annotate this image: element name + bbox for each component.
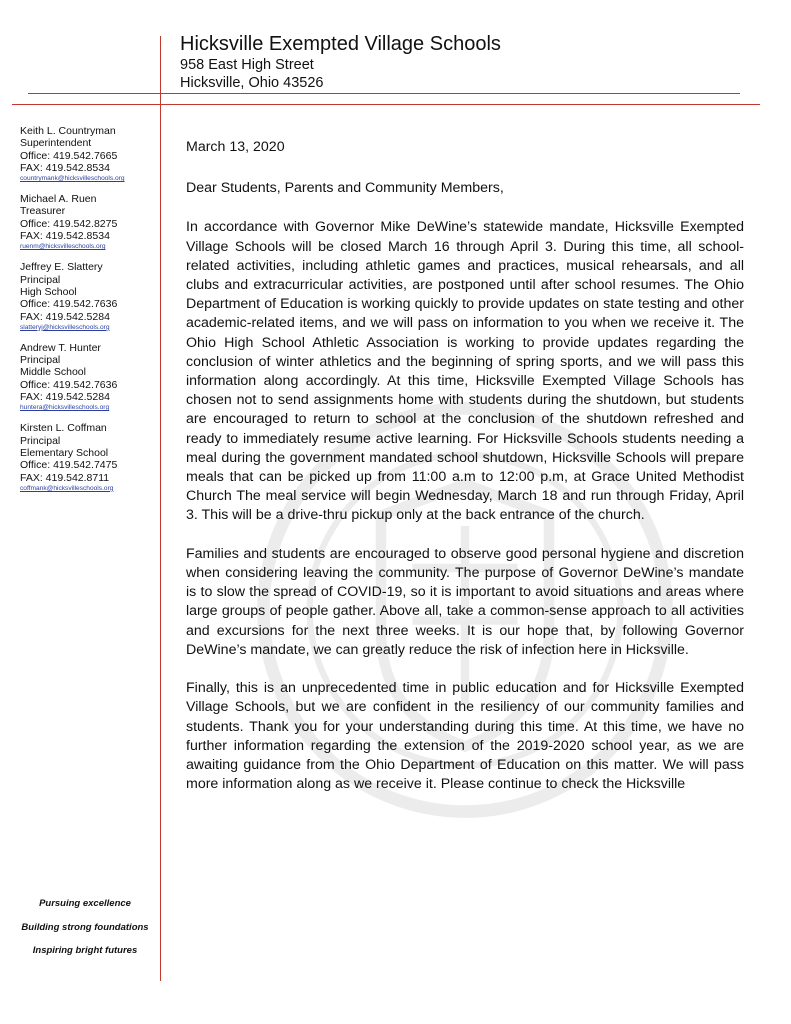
contact-office: Office: 419.542.7475 xyxy=(20,459,118,472)
contact-title: Principal xyxy=(20,273,61,286)
contact-email-link[interactable]: ruenm@hicksvilleschools.org xyxy=(20,243,106,251)
header-rule-top xyxy=(28,93,740,94)
contact-office: Office: 419.542.7665 xyxy=(20,149,118,162)
letter-paragraph: Families and students are encouraged to observe good personal hygiene and discretion when considering leaving the community. The purpose of Governor DeWine’s mandate is to slow the spread of COVID-19, so it is important to avoid situations and areas where large groups of people gather. Above all, take a common-sense approach to all activities and excursions for the next three weeks. It is our hope that, by following Governor DeWine’s mandate, we can greatly reduce the risk of infection here in Hicksville. xyxy=(186,545,744,658)
letter-date: March 13, 2020 xyxy=(186,139,285,155)
contact-fax: FAX: 419.542.8534 xyxy=(20,230,110,243)
contact-title: Principal xyxy=(20,354,61,367)
contact-name: Andrew T. Hunter xyxy=(20,341,101,354)
motto: Building strong foundations xyxy=(21,921,149,933)
address-line-1: 958 East High Street xyxy=(180,57,314,73)
contact-office: Office: 419.542.8275 xyxy=(20,217,118,230)
letterhead xyxy=(180,32,501,92)
contact-fax: FAX: 419.542.8534 xyxy=(20,161,110,174)
contact-superintendent xyxy=(20,125,155,183)
contact-name: Kirsten L. Coffman xyxy=(20,422,107,435)
letter-body xyxy=(186,138,744,814)
contact-name: Michael A. Ruen xyxy=(20,193,97,206)
contact-fax: FAX: 419.542.8711 xyxy=(20,471,110,484)
address-line-2: Hicksville, Ohio 43526 xyxy=(180,75,324,91)
school-name: Hicksville Exempted Village Schools xyxy=(180,33,501,55)
contact-title: Principal xyxy=(20,434,61,447)
contact-email-link[interactable]: huntera@hicksvilleschools.org xyxy=(20,404,110,412)
letter-paragraph: In accordance with Governor Mike DeWine’s statewide mandate, Hicksville Exempted Village Schools will be closed March 16 through April 3. During this time, all school-related activities, including athletic games and practices, musical rehearsals, and all clubs and extracurricular activities, are postponed until after school resumes. The Ohio Department of Education is working quickly to provide updates on state testing and other academic-related items, and we will pass on information to you when we receive it. The Ohio High School Athletic Association is working to provide updates regarding the conclusion of winter athletics and the beginning of spring sports, and we will pass this information along accordingly. At this time, Hicksville Exempted Village Schools has chosen not to send assignments home with students during the shutdown, but students are encouraged to return to school at the conclusion of the shutdown refreshed and ready to immediately resume active learning. For Hicksville Schools students needing a meal during the government mandated school shutdown, Hicksville Schools will prepare meals that can be picked up from 11:00 a.m to 12:00 p.m, at Grace United Methodist Church The meal service will begin Wednesday, March 18 and run through Friday, April 3. This will be a drive-thru pickup only at the back entrance of the church. xyxy=(186,219,744,524)
vertical-rule xyxy=(160,36,161,981)
contact-treasurer xyxy=(20,193,155,251)
contact-email-link[interactable]: countrymank@hicksvilleschools.org xyxy=(20,175,125,183)
contact-school: Middle School xyxy=(20,366,86,379)
contact-middle-school-principal xyxy=(20,342,155,412)
contact-name: Jeffrey E. Slattery xyxy=(20,261,103,274)
contact-fax: FAX: 419.542.5284 xyxy=(20,391,110,404)
contact-school: Elementary School xyxy=(20,446,109,459)
contact-title: Superintendent xyxy=(20,137,92,150)
motto: Pursuing excellence xyxy=(39,898,131,909)
contact-email-link[interactable]: slatteryj@hicksvilleschools.org xyxy=(20,323,110,331)
contact-high-school-principal xyxy=(20,261,155,331)
sidebar-contacts xyxy=(20,125,155,503)
contact-fax: FAX: 419.542.5284 xyxy=(20,310,110,323)
contact-office: Office: 419.542.7636 xyxy=(20,378,118,391)
contact-school: High School xyxy=(20,285,77,298)
motto: Inspiring bright futures xyxy=(32,945,138,956)
contact-name: Keith L. Countryman xyxy=(20,125,116,137)
contact-email-link[interactable]: coffmank@hicksvilleschools.org xyxy=(20,484,114,492)
letter-paragraph: Finally, this is an unprecedented time in public education and for Hicksville Exempted Village Schools, but we are confident in the resiliency of our community families and students. Thank you for your understanding during this time. At this time, we have no further information regarding the extension of the 2019-2020 school year, as we are awaiting guidance from the Ohio Department of Education on this matter. We will pass more information along as we receive it. Please continue to check the Hicksville xyxy=(186,680,744,793)
contact-elementary-principal xyxy=(20,422,155,492)
contact-title: Treasurer xyxy=(20,205,66,218)
school-mottos xyxy=(12,898,158,969)
letter-salutation: Dear Students, Parents and Community Members, xyxy=(186,180,504,197)
header-rule-bottom xyxy=(12,104,760,105)
contact-office: Office: 419.542.7636 xyxy=(20,298,118,311)
